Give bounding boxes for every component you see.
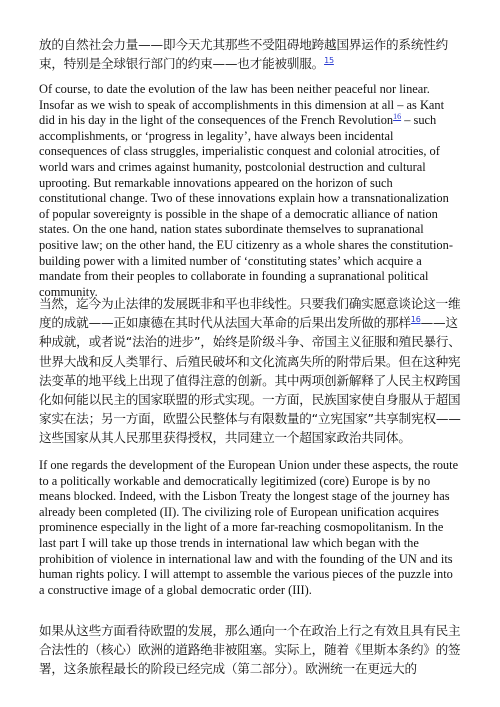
paragraph-text: 放的自然社会力量——即今天尤其那些不受阻碍地跨越国界运作的系统性约束，特别是全球银行部门的约束——也才能被驯服。 — [39, 37, 448, 72]
paragraph-chinese-3 — [39, 621, 461, 679]
paragraph-text: 当然，迄今为止法律的发展既非和平也非线性。只要我们确实愿意谈论这一维度的成就——正如康德在其时代从法国大革命的后果出发所做的那样 — [39, 296, 461, 331]
paragraph-text: If one regards the development of the European Union under these aspects, the route to a politically workable and democratically legitimized (core) Europe is by no means blocked. Indeed, with the Lisbon Treaty the longest stage of the journey has already been completed (II). The civilizing role of European unification acquires prominence especially in the light of a more far-reaching cosmopolitanism. In the last part I will take up those trends in international law which began with the prohibition of violence in international law and with the founding of the UN and its human rights policy. I will attempt to assemble the various pieces of the puzzle into a constructive image of a global democratic order (III). — [39, 458, 459, 597]
footnote-link-16-zh[interactable]: 16 — [410, 315, 421, 325]
footnote-link-16[interactable]: 16 — [393, 112, 402, 122]
footnote-link-15[interactable]: 15 — [324, 56, 334, 66]
paragraph-english-1 — [39, 82, 461, 300]
paragraph-text-continued: ——这种成就，或者说“法治的进步”，始终是阶级斗争、帝国主义征服和殖民暴行、世界大战和反人类罪行、后殖民破坏和文化流离失所的附带后果。但在这种宪法变革的地平线上出现了值得注意的创新。其中两项创新解释了人民主权跨国化如何能以民主的国家联盟的形式实现。一方面，民族国家使自身服从于超国家实在法；另一方面，欧盟公民整体与有限数量的“立宪国家”共享制宪权——这些国家从其人民那里获得授权，共同建立一个超国家政治共同体。 — [39, 315, 461, 446]
paragraph-chinese-1 — [39, 35, 461, 73]
paragraph-english-2 — [39, 458, 461, 598]
paragraph-text-continued: – such accomplishments, or ‘progress in legality’, have always been incidental consequences of class struggles, imperialistic conquest and colonial atrocities, of world wars and crimes against humanity, postcolonial destruction and cultural uprooting. But remarkable innovations appeared on the horizon of such constitutional change. Two of these innovations explain how a transnationalization of popular sovereignty is possible in the shape of a democratic alliance of nation states. On the one hand, nation states subordinate themselves to supranational positive law; on the other hand, the EU citizenry as a whole shares the constitution-building power with a limited number of ‘constituting states’ which acquire a mandate from their peoples to collaborate in founding a supranational political community. — [39, 113, 453, 299]
paragraph-chinese-2 — [39, 294, 461, 448]
paragraph-text: Of course, to date the evolution of the law has been neither peaceful nor linear. Insofar as we wish to speak of accomplishments in this dimension at all – as Kant did in his day in the light of the consequences of the French Revolution — [39, 82, 445, 128]
paragraph-text: 如果从这些方面看待欧盟的发展，那么通向一个在政治上行之有效且具有民主合法性的（核心）欧洲的道路绝非被阻塞。实际上，随着《里斯本条约》的签署，这条旅程最长的阶段已经完成（第二部分）。欧洲统一在更远大的 — [39, 623, 461, 677]
